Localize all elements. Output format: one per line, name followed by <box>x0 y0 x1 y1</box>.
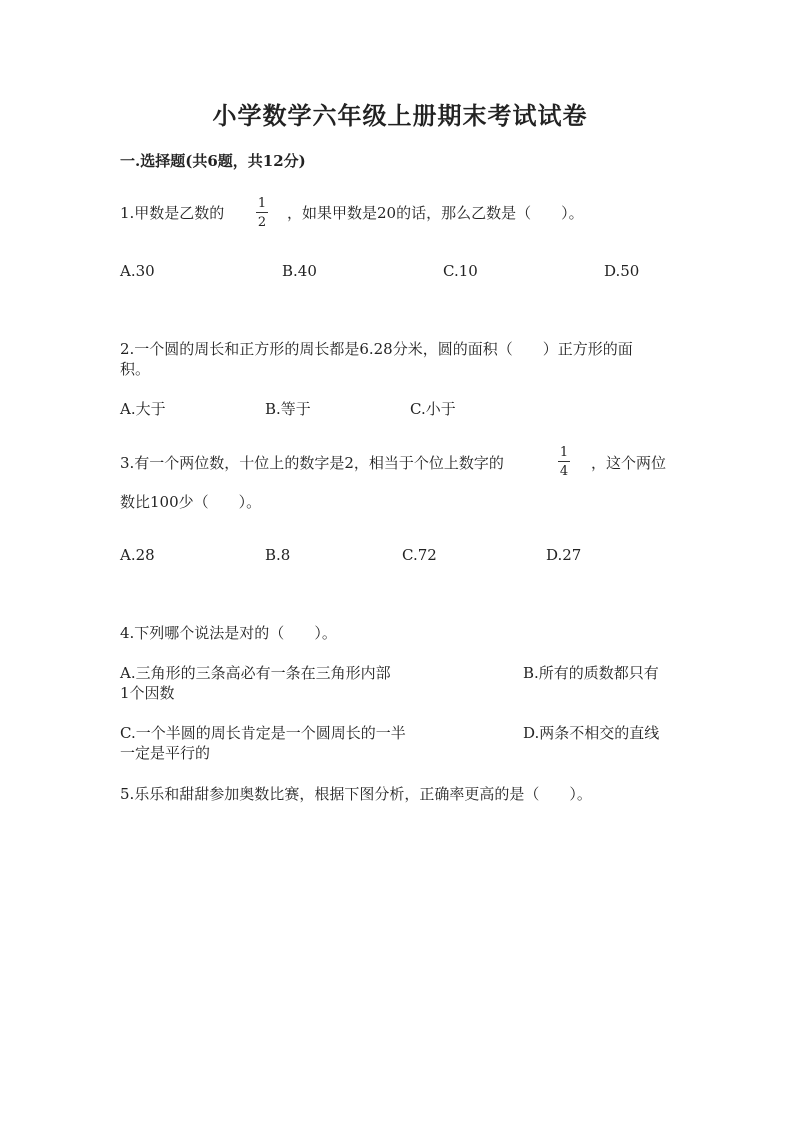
fraction-denominator: 2 <box>257 215 267 230</box>
question-4-option-b-continued: 1个因数 <box>120 684 175 702</box>
question-1-option-a[interactable]: A.30 <box>120 262 155 280</box>
question-1-fraction <box>256 197 268 229</box>
question-2-stem-line-2: 积。 <box>120 360 151 378</box>
question-4-option-c[interactable]: C.一个半圆的周长肯定是一个圆周长的一半 <box>120 724 406 742</box>
question-3-option-a[interactable]: A.28 <box>120 546 155 564</box>
question-3-stem-line-2: 数比100少（ ）。 <box>120 493 262 511</box>
question-2-stem-line-1: 2.一个圆的周长和正方形的周长都是6.28分米，圆的面积（ ）正方形的面 <box>120 340 633 358</box>
question-3-stem-after: ，这个两位 <box>591 454 667 472</box>
question-3-stem-before: 3.有一个两位数，十位上的数字是2，相当于个位上数字的 <box>120 454 504 472</box>
question-5-stem: 5.乐乐和甜甜参加奥数比赛，根据下图分析，正确率更高的是（ ）。 <box>120 785 592 803</box>
fraction-numerator: 1 <box>257 196 267 211</box>
question-1-option-b[interactable]: B.40 <box>282 262 317 280</box>
question-2-option-b[interactable]: B.等于 <box>265 400 311 418</box>
question-1-option-c[interactable]: C.10 <box>443 262 478 280</box>
page-title: 小学数学六年级上册期末考试试卷 <box>212 101 588 130</box>
question-3-fraction <box>558 446 570 478</box>
question-4-option-d[interactable]: D.两条不相交的直线 <box>523 724 660 742</box>
question-4-option-a[interactable]: A.三角形的三条高必有一条在三角形内部 <box>120 664 391 682</box>
fraction-denominator: 4 <box>559 464 569 479</box>
question-4-option-b[interactable]: B.所有的质数都只有 <box>523 664 659 682</box>
question-4-stem: 4.下列哪个说法是对的（ ）。 <box>120 624 337 642</box>
question-1-stem-after: ，如果甲数是20的话，那么乙数是（ ）。 <box>287 204 584 222</box>
question-3-option-b[interactable]: B.8 <box>265 546 291 564</box>
question-2-option-c[interactable]: C.小于 <box>410 400 456 418</box>
question-3-option-d[interactable]: D.27 <box>546 546 582 564</box>
question-3-option-c[interactable]: C.72 <box>402 546 437 564</box>
section-heading: 一.选择题(共6题，共12分) <box>120 152 306 170</box>
question-1-stem-before: 1.甲数是乙数的 <box>120 204 225 222</box>
question-2-option-a[interactable]: A.大于 <box>120 400 166 418</box>
question-1-option-d[interactable]: D.50 <box>604 262 640 280</box>
question-4-option-d-continued: 一定是平行的 <box>120 744 211 762</box>
fraction-numerator: 1 <box>559 445 569 460</box>
